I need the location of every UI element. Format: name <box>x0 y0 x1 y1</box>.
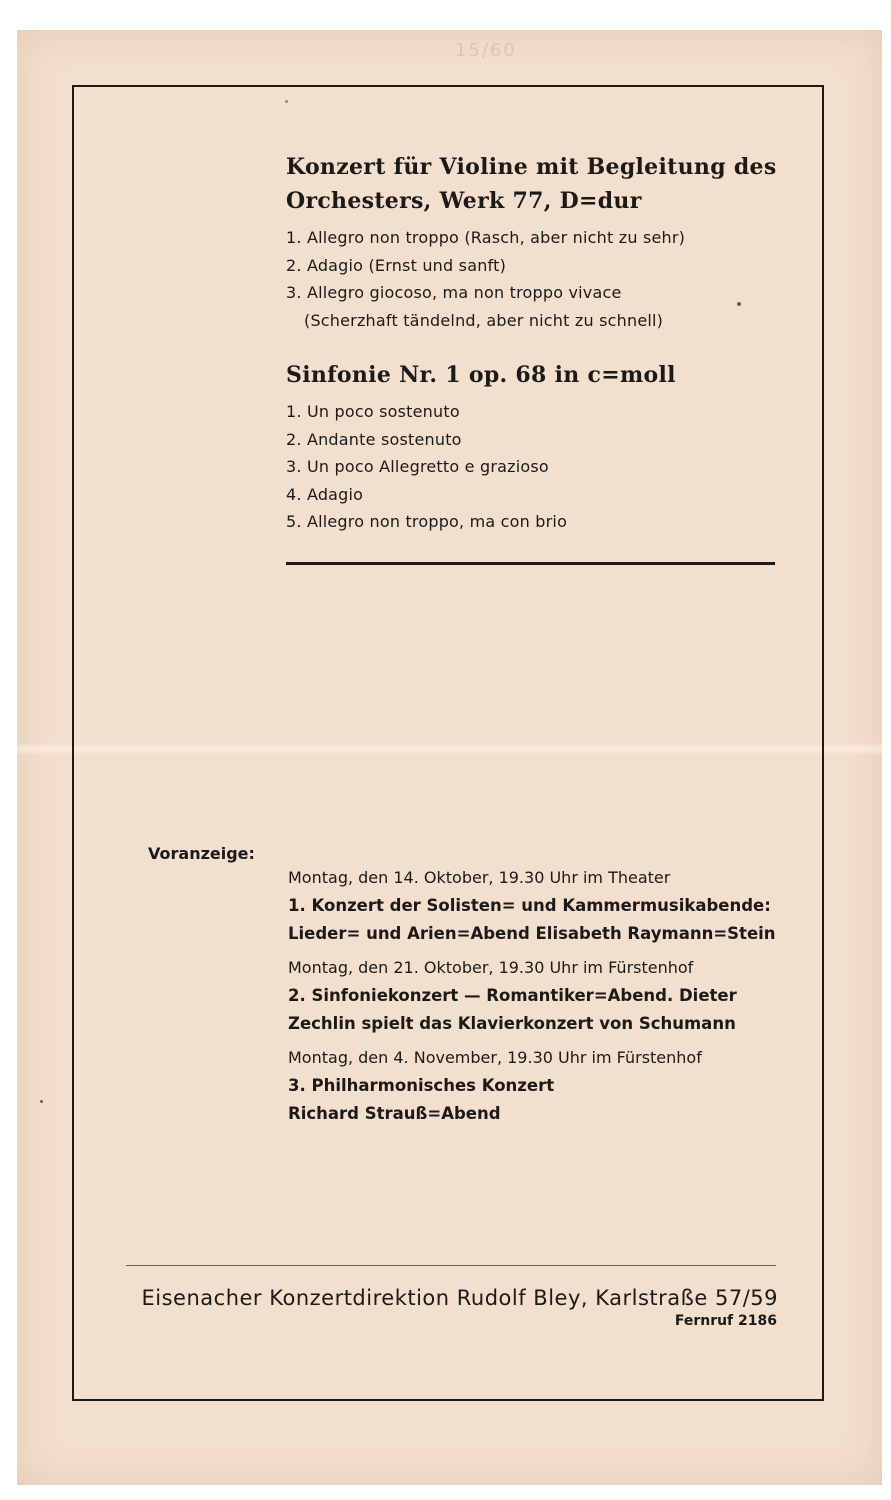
preview-label: Voranzeige: <box>148 844 255 863</box>
ink-speck <box>285 100 288 103</box>
event-title-line: 2. Sinfoniekonzert — Romantiker=Abend. Dieter <box>288 986 737 1005</box>
event-date: Montag, den 21. Oktober, 19.30 Uhr im Fürstenhof <box>288 958 694 977</box>
movement-item: 2. Adagio (Ernst und sanft) <box>286 255 507 275</box>
preview-event-list <box>288 864 788 1134</box>
ink-speck <box>40 1100 43 1103</box>
preview-event <box>288 1044 788 1128</box>
event-title-line: Zechlin spielt das Klavierkonzert von Schumann <box>288 1014 736 1033</box>
event-title-line: Lieder= und Arien=Abend Elisabeth Raymann=Stein <box>288 924 776 943</box>
event-title-line: 3. Philharmonisches Konzert <box>288 1076 555 1095</box>
movement-item: 4. Adagio <box>286 484 364 504</box>
program-title <box>286 150 781 218</box>
agency-address: Eisenacher Konzertdirektion Rudolf Bley, Karlstraße 57/59 <box>141 1286 778 1310</box>
event-title-line: 1. Konzert der Solisten= und Kammermusikabende: <box>288 896 771 915</box>
movement-list <box>286 224 781 334</box>
movement-list <box>286 398 781 536</box>
movement-item: 5. Allegro non troppo, ma con brio <box>286 512 568 531</box>
program-symphony <box>286 358 781 536</box>
movement-item-subtitle: (Scherzhaft tändelnd, aber nicht zu schnell) <box>304 310 664 330</box>
agency-phone: Fernruf 2186 <box>674 1313 777 1329</box>
preview-event <box>288 954 788 1038</box>
program-violin-concerto <box>286 150 781 334</box>
program-title <box>286 358 781 392</box>
footer-divider <box>126 1265 776 1266</box>
movement-item: 1. Allegro non troppo (Rasch, aber nicht zu sehr) <box>286 228 686 247</box>
ink-speck <box>737 302 741 306</box>
movement-item: 1. Un poco sostenuto <box>286 402 460 421</box>
program-title-line: Sinfonie Nr. 1 op. 68 in c=moll <box>286 362 676 388</box>
movement-item: 3. Allegro giocoso, ma non troppo vivace <box>286 283 622 302</box>
movement-item: 3. Un poco Allegretto e grazioso <box>286 457 549 476</box>
event-date: Montag, den 4. November, 19.30 Uhr im Fürstenhof <box>288 1048 702 1067</box>
movement-item: 2. Andante sostenuto <box>286 429 462 449</box>
section-divider <box>286 562 775 565</box>
pencil-note: 15/60 <box>455 40 517 61</box>
event-date: Montag, den 14. Oktober, 19.30 Uhr im Theater <box>288 868 671 887</box>
preview-event <box>288 864 788 948</box>
event-title-line: Richard Strauß=Abend <box>288 1104 501 1123</box>
program-title-line: Orchesters, Werk 77, D=dur <box>286 188 642 214</box>
program-title-line: Konzert für Violine mit Begleitung des <box>286 154 777 180</box>
